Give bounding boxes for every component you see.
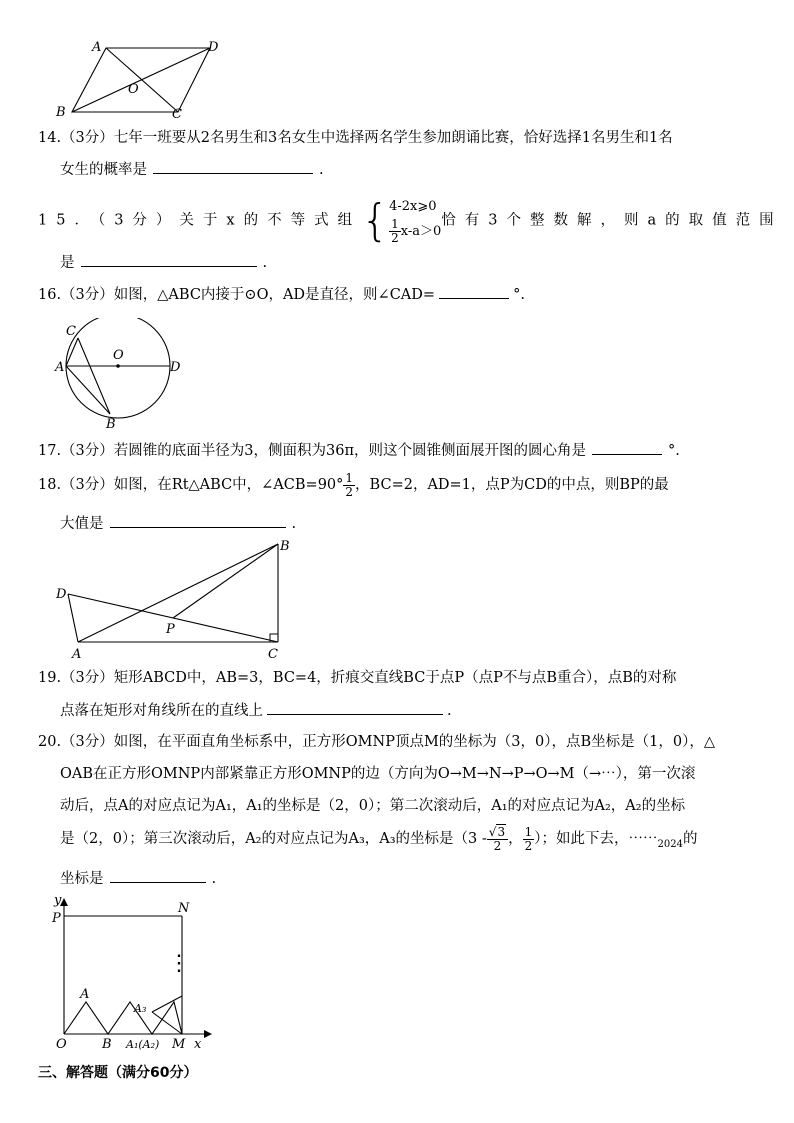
- q15-line1: 15．（3分）关于x的不等式组{4-2x⩾0 $\frac{1}{2}$ x-a＞0恰有3个整数解，则a的取值范围: [38, 194, 783, 246]
- label-N: N: [178, 901, 190, 916]
- figure-triangle: [50, 536, 310, 660]
- q17-line: 17.（3分）若圆锥的底面半径为3，侧面积为36π，则这个圆锥侧面展开图的圆心角是 °.: [38, 440, 680, 461]
- figure-parallelogram: [50, 36, 230, 122]
- ellipsis-dots: ⋮: [168, 951, 190, 976]
- label-B: B: [106, 417, 116, 430]
- answer-blank-17[interactable]: [592, 440, 662, 455]
- q20-line2: OAB在正方形OMNP内部紧靠正方形OMNP的边（方向为O→M→N→P→O→M（→⋯），第一次滚: [60, 766, 696, 782]
- fraction-half: $\frac{1}{2}$: [524, 824, 533, 853]
- fraction-sqrt3-over-2: $\frac{√3}{2}$: [487, 826, 508, 853]
- figure-circle: [52, 318, 192, 430]
- q18-line2: 大值是 .: [60, 513, 296, 534]
- label-A1-A2: A₁(A₂): [126, 1038, 160, 1051]
- label-A: A: [80, 987, 90, 1002]
- q20-line1: 20.（3分）如图，在平面直角坐标系中，正方形OMNP顶点M的坐标为（3，0），点B坐标是（1，0），△: [38, 734, 716, 750]
- q15-line2: 是 .: [60, 252, 267, 273]
- label-C: C: [66, 324, 76, 339]
- label-B: B: [56, 105, 66, 120]
- label-M: M: [172, 1037, 186, 1052]
- label-O: O: [56, 1037, 67, 1052]
- label-D: D: [170, 360, 181, 375]
- label-A: A: [72, 647, 82, 660]
- label-P: P: [166, 622, 175, 637]
- label-P: P: [52, 911, 61, 926]
- fraction-half: $\frac{1}{2}$: [345, 470, 354, 499]
- answer-blank-18[interactable]: [110, 513, 286, 528]
- label-B: B: [102, 1037, 112, 1052]
- q16-line: 16.（3分）如图，△ABC内接于⊙O，AD是直径，则∠CAD= °.: [38, 284, 525, 305]
- label-y: y: [54, 893, 62, 908]
- answer-blank-16[interactable]: [439, 284, 509, 299]
- q19-line2: 点落在矩形对角线所在的直线上 .: [60, 700, 452, 721]
- inequality-system: 4-2x⩾0 $\frac{1}{2}$ x-a＞0: [389, 199, 442, 245]
- answer-blank-15[interactable]: [81, 252, 257, 267]
- label-A: A: [92, 40, 102, 55]
- label-B: B: [280, 539, 290, 554]
- q14-line2: 女生的概率是 .: [60, 159, 324, 180]
- q20-line3: 动后，点A的对应点记为A₁，A₁的坐标是（2，0）；第二次滚动后，A₁的对应点记为A₂，A₂的坐标: [60, 798, 686, 814]
- q14-line1: 14.（3分）七年一班要从2名男生和3名女生中选择两名学生参加朗诵比赛，恰好选择1名男生和1名: [38, 130, 673, 146]
- label-O: O: [128, 82, 139, 97]
- label-O: O: [113, 348, 124, 363]
- q20-line5: 坐标是 .: [60, 868, 216, 889]
- answer-blank-19[interactable]: [267, 700, 443, 715]
- section-3-title: 三、解答题（满分60分）: [38, 1065, 198, 1081]
- label-A3: A₃: [134, 1002, 147, 1015]
- label-x: x: [194, 1037, 202, 1052]
- figure-coordinate-square: [50, 892, 220, 1052]
- label-C: C: [172, 107, 182, 122]
- q18-line1: 18.（3分）如图，在Rt△ABC中，∠ACB=90° $\frac{1}{2}$ ，BC=2，AD=1，点P为CD的中点，则BP的最: [38, 470, 669, 499]
- answer-blank-20[interactable]: [110, 868, 206, 883]
- label-A: A: [55, 360, 65, 375]
- label-D: D: [56, 587, 67, 602]
- label-D: D: [208, 40, 219, 55]
- q20-line4: 是（2，0）；第三次滚动后，A₂的对应点记为A₃，A₃的坐标是（3 - $\frac{√3}{2}$ ， $\frac{1}{2}$ ）；如此下去，$\cdots\cdots_{2024}$的: [60, 824, 698, 853]
- q19-line1: 19.（3分）矩形ABCD中，AB=3，BC=4，折痕交直线BC于点P（点P不与点B重合），点B的对称: [38, 670, 677, 686]
- label-C: C: [268, 647, 278, 660]
- answer-blank-14[interactable]: [153, 159, 313, 174]
